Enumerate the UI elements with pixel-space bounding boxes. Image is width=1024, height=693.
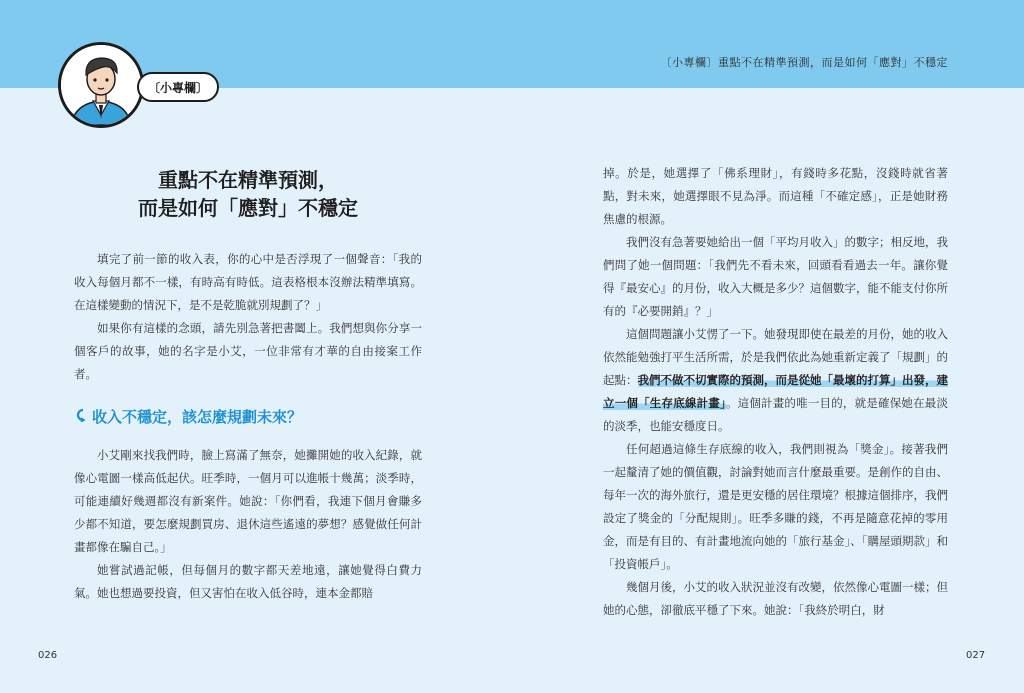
paragraph: 小艾剛來找我們時，臉上寫滿了無奈，她攤開她的收入紀錄，就像心電圖一樣高低起伏。旺季時，一個月可以進帳十幾萬；淡季時，可能連續好幾週都沒有新案件。她說：「你們看，我連下個月會賺多少都不知道，要怎麼規劃買房、退休這些遙遠的夢想？感覺做任何計畫都像在騙自己。」 (74, 448, 422, 554)
subhead-arrow-icon (74, 408, 92, 426)
paragraph: 填完了前一節的收入表，你的心中是否浮現了一個聲音：「我的收入每個月都不一樣，有時高有時低。這表格根本沒辦法精準填寫。在這樣變動的情況下，是不是乾脆就別規劃了？」 (74, 252, 422, 312)
page-title (74, 166, 422, 222)
paragraph: 掉。於是，她選擇了「佛系理財」，有錢時多花點，沒錢時就省著點，對未來，她選擇眼不見為淨。而這種「不確定感」，正是她財務焦慮的根源。 (603, 166, 948, 226)
paragraph: 她嘗試過記帳，但每個月的數字都天差地遠，讓她覺得白費力氣。她也想過要投資，但又害怕在收入低谷時，連本金都賠 (74, 563, 422, 600)
column-tag: 〔小專欄〕 (137, 72, 219, 102)
avatar (58, 42, 144, 128)
title-line-1: 重點不在精準預測， (158, 168, 338, 192)
paragraph-text: 。這個計畫的唯一目的，就是確保她在最淡的淡季，也能安穩度日。 (603, 396, 949, 433)
paragraph (603, 323, 948, 438)
paragraph: 如果你有這樣的念頭，請先別急著把書闔上。我們想與你分享一個客戶的故事，她的名字是小艾，一位非常有才華的自由接案工作者。 (74, 321, 422, 381)
avatar-illustration (61, 45, 141, 125)
paragraph: 任何超過這條生存底線的收入，我們則視為「獎金」。接著我們一起釐清了她的價值觀，討論對她而言什麼最重要。是創作的自由、每年一次的海外旅行，還是更安穩的居住環境？根據這個排序，我們設定了獎金的「分配規則」。旺季多賺的錢，不再是隨意花掉的零用金，而是有目的、有計畫地流向她的「旅行基金」、「購屋頭期款」和「投資帳戶」。 (603, 442, 948, 571)
running-head: 〔小專欄〕重點不在精準預測，而是如何「應對」不穩定 (660, 56, 948, 69)
paragraph: 我們沒有急著要她給出一個「平均月收入」的數字；相反地，我們問了她一個問題：「我們先不看未來，回頭看看過去一年。讓你覺得『最安心』的月份，收入大概是多少？這個數字，能不能支付你所有的『必要開銷』？」 (603, 235, 948, 318)
page-number-right: 027 (966, 650, 986, 661)
page-number-left: 026 (38, 650, 58, 661)
paragraph: 幾個月後，小艾的收入狀況並沒有改變，依然像心電圖一樣；但她的心態，卻徹底平穩了下來。她說：「我終於明白，財 (603, 580, 948, 617)
section-subhead (74, 406, 422, 427)
paragraph-text: 這個問題讓小艾愣了一下。她發現即使在最差的月份，她的收入依然能勉強打平生活所需，於是我們依此為她重新定義了「規劃」的起點： (603, 327, 948, 387)
title-line-2: 而是如何「應對」不穩定 (138, 196, 358, 220)
highlighted-text: 我們不做不切實際的預測，而是從她「最壞的打算」出發，建立一個「生存底線計畫」 (603, 373, 948, 410)
subhead-text: 收入不穩定，該怎麼規劃未來？ (92, 408, 303, 426)
